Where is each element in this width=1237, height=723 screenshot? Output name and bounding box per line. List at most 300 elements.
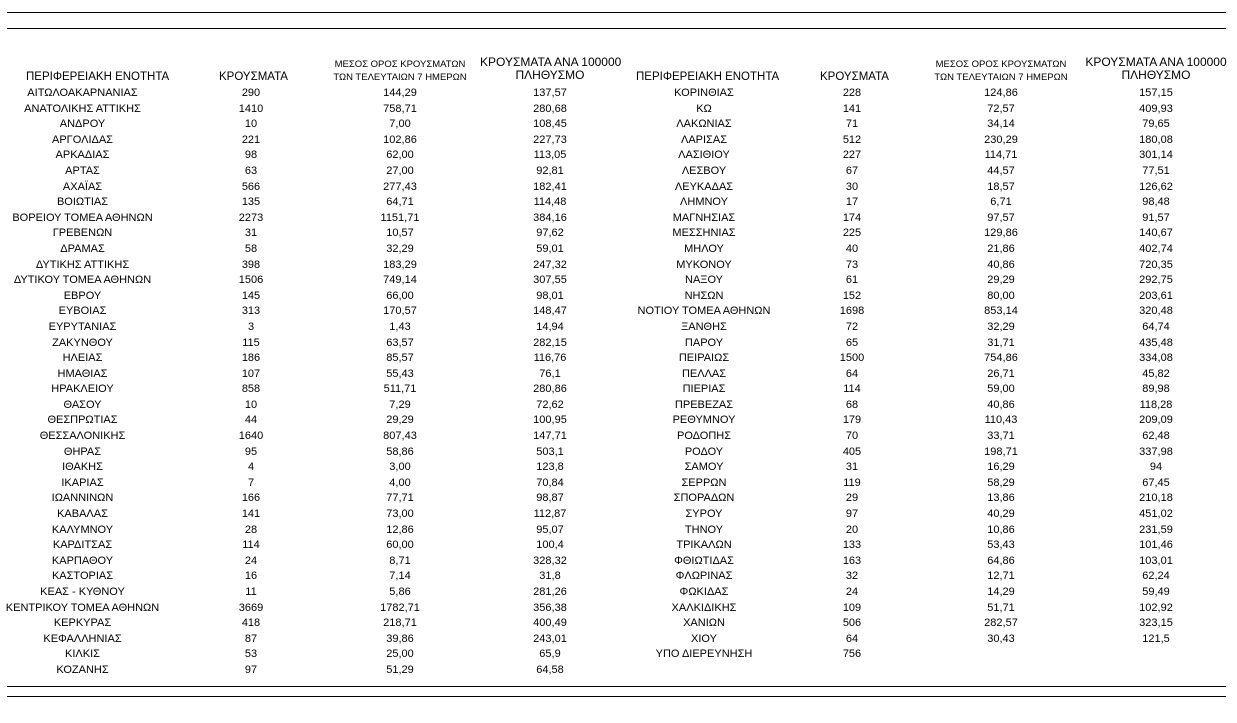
cases-value: 174: [842, 211, 862, 224]
top-rule: [7, 12, 1226, 13]
per100k-value: 100,4: [536, 539, 564, 552]
per100k-value: 103,01: [1139, 554, 1173, 567]
cases-value: 11: [245, 586, 257, 598]
cases-value: 7: [247, 476, 255, 489]
region-name: ΦΘΙΩΤΙΔΑΣ: [674, 554, 734, 567]
per100k-value: 108,45: [533, 118, 567, 131]
per100k-value: 323,15: [1139, 617, 1173, 630]
header-region: ΠΕΡΙΦΕΡΕΙΑΚΗ ΕΝΟΤΗΤΑ: [26, 71, 170, 83]
avg-value: 18,57: [987, 180, 1015, 193]
cases-value: 225: [842, 227, 862, 240]
per100k-value: 94: [1149, 461, 1163, 474]
cases-value: 31: [244, 227, 258, 240]
region-name: ΑΡΓΟΛΙΔΑΣ: [52, 133, 113, 146]
region-name: ΘΕΣΠΡΩΤΙΑΣ: [47, 414, 118, 427]
cases-value: 29: [845, 492, 859, 505]
per100k-value: 320,48: [1139, 305, 1173, 318]
cases-value: 2273: [238, 211, 264, 224]
per100k-value: 435,48: [1139, 336, 1173, 349]
cases-value: 10: [244, 118, 258, 131]
region-name: ΙΚΑΡΙΑΣ: [61, 476, 104, 489]
avg-value: 32,29: [987, 320, 1015, 333]
region-name: ΔΥΤΙΚΟΥ ΤΟΜΕΑ ΑΘΗΝΩΝ: [13, 274, 152, 287]
cases-value: 1698: [839, 305, 865, 318]
region-name: ΠΑΡΟΥ: [684, 336, 724, 349]
avg-value: 16,29: [987, 461, 1015, 474]
per100k-value: 45,82: [1142, 367, 1170, 380]
region-name: ΛΗΜΝΟΥ: [680, 196, 728, 209]
region-name: ΗΛΕΙΑΣ: [62, 352, 103, 365]
per100k-value: 77,51: [1142, 164, 1170, 177]
region-name: ΡΕΘΥΜΝΟΥ: [672, 414, 736, 427]
per100k-value: 113,05: [533, 149, 567, 162]
avg-value: 29,29: [386, 414, 414, 427]
header-per100k-line1-right: ΚΡΟΥΣΜΑΤΑ ΑΝΑ 100000: [1085, 55, 1227, 69]
region-name: ΠΙΕΡΙΑΣ: [682, 383, 726, 396]
cases-value: 152: [842, 289, 862, 302]
header-region-right: ΠΕΡΙΦΕΡΕΙΑΚΗ ΕΝΟΤΗΤΑ: [636, 71, 780, 83]
cases-value: 24: [244, 554, 258, 567]
region-name: ΑΝΔΡΟΥ: [59, 118, 106, 131]
region-name: ΕΒΡΟΥ: [63, 289, 102, 302]
region-name: ΖΑΚΥΝΘΟΥ: [52, 336, 113, 349]
header-avg-line2-right: ΤΩΝ ΤΕΛΕΥΤΑΙΩΝ 7 ΗΜΕΡΩΝ: [934, 72, 1068, 83]
per100k-value: 384,16: [533, 211, 567, 224]
region-name: ΤΡΙΚΑΛΩΝ: [676, 539, 732, 552]
region-name: ΣΕΡΡΩΝ: [681, 476, 727, 489]
per100k-value: 356,38: [533, 601, 567, 614]
region-name: ΡΟΔΟΥ: [684, 445, 724, 458]
cases-value: 20: [845, 523, 859, 536]
region-name: ΧΑΛΚΙΔΙΚΗΣ: [671, 601, 737, 614]
per100k-value: 64,74: [1142, 320, 1170, 333]
cases-value: 1506: [238, 274, 264, 287]
region-name: ΚΟΖΑΝΗΣ: [56, 663, 109, 676]
region-name: ΧΑΝΙΩΝ: [683, 617, 725, 630]
avg-value: 53,43: [987, 539, 1015, 552]
avg-value: 60,00: [386, 539, 414, 552]
avg-value: 27,00: [386, 164, 414, 177]
avg-value: 1,43: [389, 320, 411, 333]
region-name: ΙΘΑΚΗΣ: [62, 461, 103, 474]
per100k-value: 72,62: [536, 398, 564, 411]
avg-value: 30,43: [987, 632, 1015, 645]
avg-value: 59,00: [987, 383, 1015, 396]
cases-value: 61: [845, 274, 859, 287]
region-name: ΣΠΟΡΑΔΩΝ: [673, 492, 735, 505]
region-name: ΑΝΑΤΟΛΙΚΗΣ ΑΤΤΙΚΗΣ: [24, 102, 141, 115]
per100k-value: 231,59: [1139, 523, 1173, 536]
region-name: ΥΠΟ ΔΙΕΡΕΥΝΗΣΗ: [655, 648, 753, 661]
per100k-value: 337,98: [1139, 445, 1173, 458]
cases-value: 4: [247, 461, 255, 474]
avg-value: 13,86: [987, 492, 1015, 505]
cases-value: 290: [241, 87, 261, 99]
cases-value: 97: [845, 508, 859, 521]
cases-value: 58: [244, 242, 258, 255]
region-name: ΚΑΛΥΜΝΟΥ: [51, 523, 114, 536]
per100k-value: 62,48: [1142, 430, 1170, 443]
region-name: ΕΥΒΟΙΑΣ: [58, 305, 107, 318]
cases-value: 24: [845, 586, 859, 598]
region-name: ΝΗΣΩΝ: [684, 289, 724, 302]
header-per100k: [480, 56, 620, 82]
avg-value: 55,43: [386, 367, 414, 380]
per100k-value: 334,08: [1139, 352, 1173, 365]
per100k-value: 76,1: [539, 367, 561, 380]
region-name: ΚΙΛΚΙΣ: [65, 648, 100, 661]
cases-value: 114: [242, 539, 260, 552]
bottom-rule-2: [7, 696, 1226, 697]
per100k-value: 281,26: [533, 586, 567, 598]
per100k-value: 402,74: [1139, 242, 1173, 255]
avg-value: 72,57: [987, 102, 1015, 115]
region-name: ΘΑΣΟΥ: [63, 398, 102, 411]
per100k-value: 121,5: [1142, 632, 1170, 645]
avg-value: 40,86: [987, 258, 1015, 271]
region-name: ΑΡΚΑΔΙΑΣ: [55, 149, 110, 162]
cases-value: 63: [244, 164, 258, 177]
per100k-value: 137,57: [533, 87, 567, 99]
avg-value: 32,29: [386, 242, 414, 255]
avg-value: 4,00: [389, 476, 411, 489]
avg-value: 51,29: [386, 663, 414, 676]
per100k-value: 112,87: [533, 508, 567, 521]
avg-value: 80,00: [987, 289, 1015, 302]
region-name: ΧΙΟΥ: [691, 632, 717, 645]
region-name: ΜΥΚΟΝΟΥ: [676, 258, 732, 271]
cases-value: 115: [242, 336, 260, 349]
region-name: ΣΑΜΟΥ: [684, 461, 724, 474]
bottom-rule: [7, 686, 1226, 687]
cases-value: 64: [845, 632, 859, 645]
avg-value: 62,00: [386, 149, 414, 162]
avg-value: 14,29: [987, 586, 1015, 598]
per100k-value: 114,48: [533, 196, 567, 209]
avg-value: 33,71: [987, 430, 1015, 443]
per100k-value: 102,92: [1139, 601, 1173, 614]
region-name: ΦΛΩΡΙΝΑΣ: [675, 570, 733, 583]
avg-value: 12,71: [987, 570, 1015, 583]
cases-value: 166: [241, 492, 261, 505]
region-name: ΔΡΑΜΑΣ: [60, 242, 105, 255]
avg-value: 218,71: [383, 617, 417, 630]
avg-value: 40,86: [987, 398, 1015, 411]
cases-value: 133: [842, 539, 862, 552]
header-cases-right: ΚΡΟΥΣΜΑΤΑ: [820, 71, 889, 83]
per100k-value: 14,94: [536, 320, 564, 333]
cases-value: 228: [842, 87, 862, 99]
avg-value: 25,00: [386, 648, 414, 661]
per100k-value: 409,93: [1139, 102, 1173, 115]
cases-value: 506: [842, 617, 862, 630]
per100k-value: 157,15: [1139, 87, 1173, 99]
header-per100k-line2-right: ΠΛΗΘΥΣΜΟ: [1121, 68, 1191, 82]
cases-value: 17: [845, 196, 859, 209]
per100k-value: 97,62: [536, 227, 564, 240]
per100k-value: 98,87: [536, 492, 564, 505]
header-avg: [330, 58, 470, 84]
region-name: ΛΑΚΩΝΙΑΣ: [676, 118, 732, 131]
per100k-value: 307,55: [533, 274, 567, 287]
region-name: ΕΥΡΥΤΑΝΙΑΣ: [48, 320, 117, 333]
region-name: ΛΑΣΙΘΙΟΥ: [678, 149, 730, 162]
per100k-value: 147,71: [533, 430, 567, 443]
avg-value: 110,43: [984, 414, 1018, 427]
per100k-value: 92,81: [536, 164, 564, 177]
region-name: ΤΗΝΟΥ: [684, 523, 724, 536]
per100k-value: 31,8: [539, 570, 561, 583]
header-avg-line1: ΜΕΣΟΣ ΟΡΟΣ ΚΡΟΥΣΜΑΤΩΝ: [334, 59, 466, 70]
avg-value: 1782,71: [380, 601, 420, 614]
avg-value: 58,29: [987, 476, 1015, 489]
region-name: ΚΑΣΤΟΡΙΑΣ: [51, 570, 114, 583]
region-name: ΚΑΡΠΑΘΟΥ: [51, 554, 114, 567]
region-name: ΠΕΙΡΑΙΩΣ: [678, 352, 730, 365]
avg-value: 40,29: [987, 508, 1015, 521]
region-name: ΣΥΡΟΥ: [685, 508, 723, 521]
per100k-value: 180,08: [1139, 133, 1173, 146]
cases-value: 221: [241, 133, 261, 146]
cases-value: 418: [241, 617, 261, 630]
cases-value: 95: [244, 445, 258, 458]
region-name: ΒΟΡΕΙΟΥ ΤΟΜΕΑ ΑΘΗΝΩΝ: [12, 211, 153, 224]
per100k-value: 140,67: [1139, 227, 1173, 240]
avg-value: 230,29: [984, 133, 1018, 146]
region-name: ΠΕΛΛΑΣ: [681, 367, 727, 380]
cases-value: 512: [842, 133, 862, 146]
avg-value: 44,57: [987, 164, 1015, 177]
avg-value: 758,71: [383, 102, 417, 115]
per100k-value: 210,18: [1139, 492, 1173, 505]
cases-value: 72: [845, 320, 859, 333]
region-name: ΛΕΥΚΑΔΑΣ: [674, 180, 734, 193]
cases-value: 186: [241, 352, 261, 365]
cases-value: 28: [244, 523, 258, 536]
avg-value: 73,00: [386, 508, 414, 521]
avg-value: 97,57: [987, 211, 1015, 224]
region-name: ΚΑΒΑΛΑΣ: [57, 508, 108, 521]
per100k-value: 70,84: [536, 476, 564, 489]
avg-value: 102,86: [383, 133, 417, 146]
per100k-value: 65,9: [539, 648, 561, 661]
per100k-value: 400,49: [533, 617, 567, 630]
avg-value: 58,86: [386, 445, 414, 458]
avg-value: 511,71: [383, 383, 417, 396]
avg-value: 5,86: [389, 586, 411, 598]
region-name: ΚΑΡΔΙΤΣΑΣ: [52, 539, 113, 552]
cases-value: 398: [241, 258, 261, 271]
region-name: ΜΕΣΣΗΝΙΑΣ: [672, 227, 736, 240]
avg-value: 754,86: [984, 352, 1018, 365]
top-rule-2: [7, 28, 1226, 29]
avg-value: 3,00: [389, 461, 411, 474]
cases-value: 227: [842, 149, 862, 162]
cases-value: 30: [845, 180, 859, 193]
region-name: ΑΙΤΩΛΟΑΚΑΡΝΑΝΙΑΣ: [27, 87, 138, 99]
cases-value: 73: [845, 258, 859, 271]
cases-value: 145: [241, 289, 261, 302]
cases-value: 858: [241, 383, 261, 396]
cases-value: 566: [241, 180, 261, 193]
per100k-value: 98,48: [1142, 196, 1170, 209]
per100k-value: 64,58: [536, 663, 564, 676]
region-name: ΒΟΙΩΤΙΑΣ: [56, 196, 109, 209]
header-avg-line1-right: ΜΕΣΟΣ ΟΡΟΣ ΚΡΟΥΣΜΑΤΩΝ: [935, 59, 1067, 70]
cases-value: 97: [244, 663, 258, 676]
region-name: ΚΟΡΙΝΘΙΑΣ: [674, 87, 734, 99]
header-avg-line2: ΤΩΝ ΤΕΛΕΥΤΑΙΩΝ 7 ΗΜΕΡΩΝ: [333, 72, 467, 83]
per100k-value: 100,95: [533, 414, 567, 427]
avg-value: 183,29: [383, 258, 417, 271]
region-name: ΚΕΡΚΥΡΑΣ: [53, 617, 112, 630]
region-name: ΗΡΑΚΛΕΙΟΥ: [51, 383, 114, 396]
per100k-value: 301,14: [1139, 149, 1173, 162]
per100k-value: 203,61: [1139, 289, 1173, 302]
cases-value: 107: [241, 367, 261, 380]
cases-value: 71: [845, 118, 859, 131]
cases-value: 1410: [238, 102, 264, 115]
avg-value: 6,71: [990, 196, 1012, 209]
per100k-value: 91,57: [1142, 211, 1170, 224]
cases-value: 32: [845, 570, 859, 583]
per100k-value: 280,68: [533, 102, 567, 115]
cases-value: 68: [845, 398, 859, 411]
per100k-value: 209,09: [1139, 414, 1173, 427]
cases-value: 53: [244, 648, 258, 661]
cases-value: 405: [842, 445, 862, 458]
avg-value: 170,57: [383, 305, 417, 318]
region-name: ΠΡΕΒΕΖΑΣ: [674, 398, 734, 411]
header-per100k-line2: ΠΛΗΘΥΣΜΟ: [515, 68, 585, 82]
avg-value: 853,14: [984, 305, 1018, 318]
avg-value: 34,14: [987, 118, 1015, 131]
cases-value: 109: [842, 601, 862, 614]
avg-value: 63,57: [386, 336, 414, 349]
per100k-value: 126,62: [1139, 180, 1173, 193]
region-name: ΔΥΤΙΚΗΣ ΑΤΤΙΚΗΣ: [35, 258, 130, 271]
cases-value: 87: [244, 632, 258, 645]
per100k-value: 79,65: [1142, 118, 1170, 131]
region-name: ΞΑΝΘΗΣ: [681, 320, 727, 333]
avg-value: 64,71: [386, 196, 414, 209]
region-name: ΙΩΑΝΝΙΝΩΝ: [51, 492, 114, 505]
cases-value: 313: [241, 305, 261, 318]
avg-value: 21,86: [987, 242, 1015, 255]
per100k-value: 67,45: [1142, 476, 1170, 489]
per100k-value: 123,8: [536, 461, 564, 474]
cases-value: 141: [842, 102, 862, 115]
avg-value: 10,86: [987, 523, 1015, 536]
region-name: ΚΩ: [696, 102, 712, 115]
avg-value: 29,29: [987, 274, 1015, 287]
cases-value: 10: [244, 398, 258, 411]
cases-value: 65: [845, 336, 859, 349]
per100k-value: 101,46: [1139, 539, 1173, 552]
avg-value: 198,71: [984, 445, 1018, 458]
cases-value: 1500: [839, 352, 865, 365]
header-avg-right: [931, 58, 1071, 84]
avg-value: 124,86: [984, 87, 1018, 99]
per100k-value: 280,86: [533, 383, 567, 396]
cases-value: 114: [843, 383, 861, 396]
cases-value: 141: [241, 508, 261, 521]
cases-value: 40: [845, 242, 859, 255]
avg-value: 31,71: [987, 336, 1015, 349]
per100k-value: 451,02: [1139, 508, 1173, 521]
region-name: ΦΩΚΙΔΑΣ: [679, 586, 729, 598]
avg-value: 12,86: [386, 523, 414, 536]
per100k-value: 328,32: [533, 554, 567, 567]
cases-value: 179: [842, 414, 862, 427]
per100k-value: 503,1: [536, 445, 564, 458]
region-name: ΚΕΑΣ - ΚΥΘΝΟΥ: [40, 586, 125, 598]
cases-value: 70: [845, 430, 859, 443]
per100k-value: 720,35: [1139, 258, 1173, 271]
per100k-value: 118,28: [1139, 398, 1173, 411]
per100k-value: 148,47: [533, 305, 567, 318]
per100k-value: 282,15: [533, 336, 567, 349]
cases-value: 44: [244, 414, 258, 427]
avg-value: 1151,71: [380, 211, 420, 224]
per100k-value: 62,24: [1142, 570, 1170, 583]
avg-value: 114,71: [984, 149, 1018, 162]
cases-value: 135: [241, 196, 261, 209]
avg-value: 277,43: [383, 180, 417, 193]
region-name: ΛΕΣΒΟΥ: [681, 164, 727, 177]
cases-value: 31: [845, 461, 859, 474]
per100k-value: 89,98: [1142, 383, 1170, 396]
region-name: ΚΕΝΤΡΙΚΟΥ ΤΟΜΕΑ ΑΘΗΝΩΝ: [5, 601, 160, 614]
cases-value: 3: [247, 320, 255, 333]
avg-value: 26,71: [987, 367, 1015, 380]
cases-value: 98: [244, 149, 258, 162]
header-per100k-line1: ΚΡΟΥΣΜΑΤΑ ΑΝΑ 100000: [480, 55, 622, 69]
per100k-value: 247,32: [533, 258, 567, 271]
region-name: ΑΧΑΪΑΣ: [62, 180, 103, 193]
per100k-value: 292,75: [1139, 274, 1173, 287]
cases-value: 163: [842, 554, 862, 567]
avg-value: 7,14: [389, 570, 411, 583]
per100k-value: 98,01: [536, 289, 564, 302]
cases-value: 16: [244, 570, 258, 583]
avg-value: 807,43: [383, 430, 417, 443]
per100k-value: 59,01: [536, 242, 564, 255]
cases-value: 64: [845, 367, 859, 380]
region-name: ΚΕΦΑΛΛΗΝΙΑΣ: [43, 632, 122, 645]
avg-value: 77,71: [386, 492, 414, 505]
per100k-value: 243,01: [533, 632, 567, 645]
per100k-value: 59,49: [1142, 586, 1170, 598]
cases-value: 1640: [238, 430, 264, 443]
avg-value: 7,00: [389, 118, 411, 131]
avg-value: 8,71: [389, 554, 411, 567]
header-per100k-right: [1081, 56, 1231, 82]
region-name: ΘΗΡΑΣ: [63, 445, 102, 458]
region-name: ΝΑΞΟΥ: [685, 274, 723, 287]
avg-value: 51,71: [987, 601, 1015, 614]
region-name: ΓΡΕΒΕΝΩΝ: [52, 227, 113, 240]
avg-value: 85,57: [386, 352, 414, 365]
region-name: ΘΕΣΣΑΛΟΝΙΚΗΣ: [39, 430, 126, 443]
avg-value: 749,14: [383, 274, 417, 287]
per100k-value: 182,41: [533, 180, 567, 193]
per100k-value: 227,73: [533, 133, 567, 146]
cases-value: 756: [842, 648, 862, 661]
region-name: ΡΟΔΟΠΗΣ: [676, 430, 732, 443]
region-name: ΝΟΤΙΟΥ ΤΟΜΕΑ ΑΘΗΝΩΝ: [637, 305, 771, 318]
avg-value: 7,29: [389, 398, 411, 411]
